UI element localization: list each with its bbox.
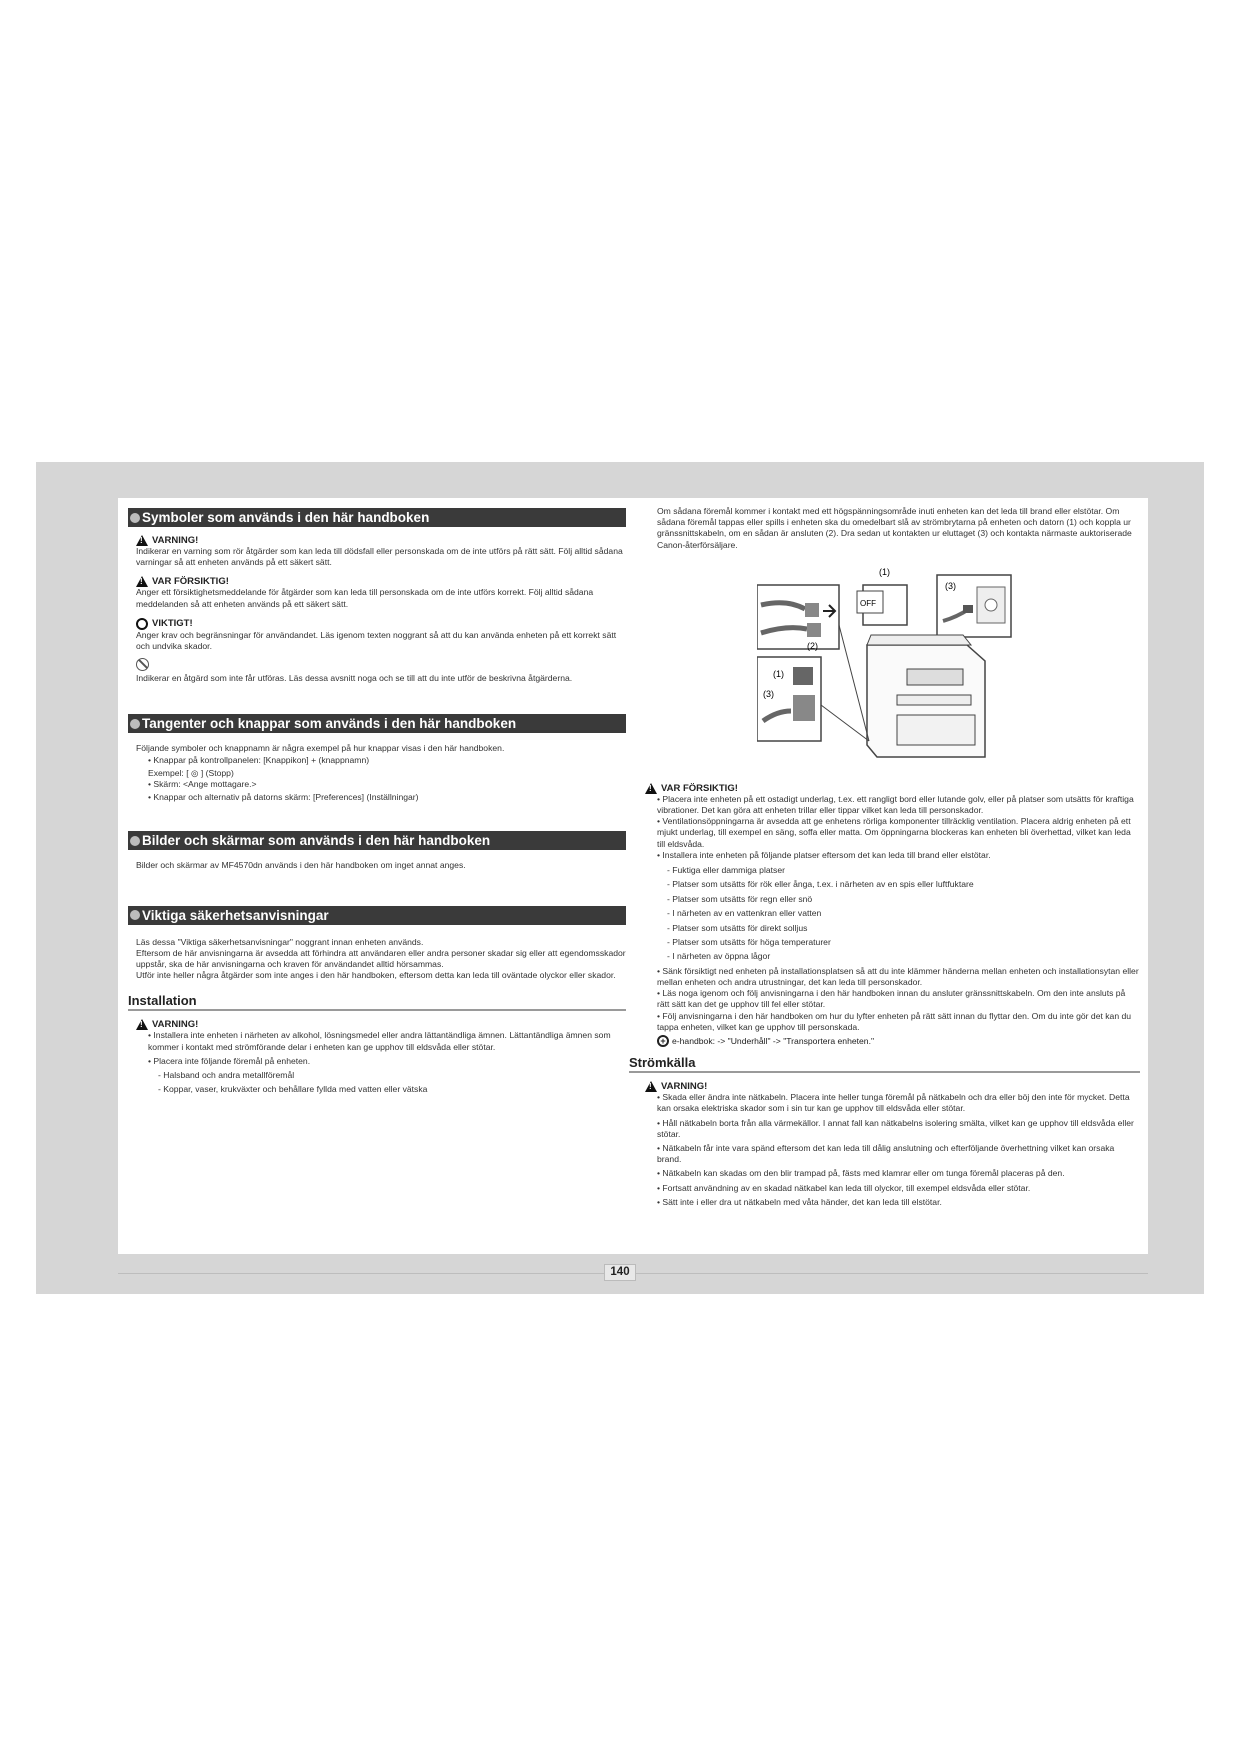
power-heading: Strömkälla: [629, 1055, 1140, 1073]
label-2: (2): [807, 640, 818, 651]
right-intro: Om sådana föremål kommer i kontakt med ett högspänningsområde inuti enheten kan det leda till brand eller elstötar. Om sådana föremål tappas eller spills i enheten ska du omedelbart slå av strömbrytarna på enheten och datorn (1) och koppla ur gränssnittskabeln, om en sådan är ansluten (2). Dra sedan ut kontakten ur eluttaget (3) och kontakta närmaste auktoriserade Canon-återförsäljare.: [657, 506, 1132, 550]
off-label: OFF: [860, 598, 876, 608]
installation-subitem: - Koppar, vaser, krukväxter och behållare fyllda med vatten eller vätska: [158, 1084, 428, 1095]
warning-label: VARNING!: [152, 1019, 199, 1031]
ehandbok-link[interactable]: e-handbok: -> "Underhåll" -> "Transportera enheten.": [672, 1036, 875, 1047]
label-3: (3): [945, 580, 956, 591]
place-item: - Platser som utsätts för rök eller ånga, t.ex. i närheten av en spis eller luftfuktare: [667, 879, 974, 890]
caution-item: • Sänk försiktigt ned enheten på installationsplatsen så att du inte klämmer händerna mellan enheten och installationsytan eller mellan enheten och andra utrustningar, det kan leda till personskador.: [657, 965, 1139, 988]
installation-item: • Installera inte enheten i närheten av alkohol, lösningsmedel eller andra lättantändliga ämnen. Lättantändliga ämnen som kommer i kontakt med strömförande delar i enheten kan ge upphov till eldsvåda eller stötar.: [148, 1030, 611, 1052]
label-1: (1): [879, 566, 890, 577]
printer-figure: [757, 565, 1027, 765]
section-title: Symboler som används i den här handboken: [142, 510, 430, 525]
place-item: - Platser som utsätts för direkt solljus: [667, 922, 808, 933]
socket-icon: [985, 599, 997, 611]
output-tray-icon: [897, 695, 971, 705]
place-item: - Fuktiga eller dammiga platser: [667, 865, 785, 876]
power-item: • Håll nätkabeln borta från alla värmekällor. I annat fall kan nätkabelns isolering smälta, vilket kan ge upphov till eldsvåda eller stötar.: [657, 1117, 1134, 1139]
keys-example: Exempel: [ ◎ ] (Stopp): [148, 767, 234, 778]
caution-label: VAR FÖRSIKTIG!: [661, 782, 738, 794]
section-safety-header: [128, 906, 626, 925]
callout-line: [821, 705, 869, 741]
installation-warning-heading: [136, 1019, 626, 1030]
warning-label: VARNING!: [661, 1081, 708, 1093]
caution-item: • Följ anvisningarna i den här handboken om hur du lyfter enheten på rätt sätt innan du flyttar den. Om du inte gör det kan du tappa enheten, vilket kan ge upphov till personskada.: [657, 1010, 1132, 1032]
power-plug-icon: [963, 605, 973, 613]
keys-item: • Knappar på kontrollpanelen: [Knappikon] + (knappnamn): [148, 754, 370, 765]
keys-intro: Följande symboler och knappnamn är några exempel på hur knappar visas i den här handboken.: [136, 743, 505, 754]
caution-item: • Läs noga igenom och följ anvisningarna i den här handboken innan du ansluter gränssnittskabeln. Om den inte ansluts på rätt sätt kan det ge upphov till fel eller stötar.: [657, 988, 1126, 1010]
safety-para: Utför inte heller några åtgärder som inte anges i den här handboken, eftersom detta kan leda till oväntade olyckor eller skador.: [136, 970, 616, 981]
bullet-icon: [130, 513, 140, 523]
warning-triangle-icon: [136, 535, 148, 546]
ehandbok-reference: [645, 1035, 1140, 1047]
caution-heading: [136, 576, 626, 587]
keys-item: • Skärm: <Ange mottagare.>: [148, 779, 257, 790]
installation-heading: Installation: [128, 993, 626, 1011]
prohibited-icon: [136, 658, 149, 671]
warning-label: VARNING!: [152, 535, 199, 546]
manual-page: [118, 498, 1148, 1254]
safety-para: Eftersom de här anvisningarna är avsedda att förhindra att användaren eller andra personer skadar sig eller att egendomsskador uppstår, ska de här anvisningarna och kraven för användandet alltid hörsammas.: [136, 947, 626, 970]
caution-item: • Installera inte enheten på följande platser eftersom det kan leda till brand eller elstötar.: [657, 849, 991, 860]
places-list: [645, 863, 1140, 964]
installation-item: • Placera inte följande föremål på enheten.: [148, 1055, 311, 1066]
power-item: • Fortsatt användning av en skadad nätkabel kan leda till olyckor, till exempel eldsvåda eller stötar.: [657, 1182, 1031, 1193]
power-switch-icon: [793, 667, 813, 685]
place-item: - I närheten av en vattenkran eller vatten: [667, 908, 822, 919]
section-title: Tangenter och knappar som används i den här handboken: [142, 716, 517, 732]
power-item: • Nätkabeln kan skadas om den blir trampad på, fästs med klamrar eller om tunga föremål placeras på den.: [657, 1168, 1065, 1179]
safety-para: Läs dessa "Viktiga säkerhetsanvisningar" noggrant innan enheten används.: [136, 936, 424, 947]
left-column: [128, 508, 626, 1095]
place-item: - Platser som utsätts för höga temperaturer: [667, 937, 831, 948]
caution-label: VAR FÖRSIKTIG!: [152, 576, 229, 588]
caution-triangle-icon: [645, 783, 657, 794]
installation-subitem: - Halsband och andra metallföremål: [158, 1070, 295, 1081]
warning-heading: [136, 535, 626, 546]
important-ring-icon: [136, 618, 148, 630]
inlet-icon: [793, 695, 815, 721]
disconnect-illustration: [757, 565, 1027, 765]
caution-heading: [645, 783, 1140, 794]
right-column: [629, 506, 1140, 1208]
plug-icon: [807, 623, 821, 637]
section-title: Bilder och skärmar som används i den här handboken: [142, 833, 491, 849]
place-item: - I närheten av öppna lågor: [667, 951, 771, 962]
ehandbok-plus-icon: +: [657, 1035, 669, 1047]
section-title: Viktiga säkerhetsanvisningar: [142, 907, 329, 923]
images-text: Bilder och skärmar av MF4570dn används i den här handboken om inget annat anges.: [136, 860, 466, 871]
bullet-icon: [130, 719, 140, 729]
bullet-icon: [130, 836, 140, 846]
label-3: (3): [763, 688, 774, 699]
cable-panel: [757, 585, 839, 649]
plug-icon: [805, 603, 819, 617]
important-label: VIKTIGT!: [152, 618, 193, 630]
place-item: - Platser som utsätts för regn eller snö: [667, 893, 813, 904]
warning-triangle-icon: [136, 1019, 148, 1030]
label-1: (1): [773, 668, 784, 679]
section-keys-header: [128, 714, 626, 733]
caution-triangle-icon: [136, 576, 148, 587]
callout-line: [839, 625, 869, 741]
caution-text: Anger ett försiktighetsmeddelande för åtgärder som kan leda till personskada om de inte utförs korrekt. Följ alltid sådana meddelanden så att enheten används på ett säkert sätt.: [136, 587, 594, 609]
paper-cassette-icon: [897, 715, 975, 745]
scanner-lid-icon: [867, 635, 971, 645]
bullet-icon: [130, 910, 140, 920]
control-panel-icon: [907, 669, 963, 685]
section-symbols-header: [128, 508, 626, 527]
warning-text: Indikerar en varning som rör åtgärder som kan leda till dödsfall eller personskada om de inte utförs på rätt sätt. Följ alltid sådana varningar så att enheten används på ett säkert sätt.: [136, 546, 623, 568]
page-number: 140: [604, 1264, 636, 1281]
power-item: • Nätkabeln får inte vara spänd eftersom det kan leda till dålig anslutning och efterföljande överhettning vilket kan orsaka brand.: [657, 1142, 1115, 1165]
caution-item: • Placera inte enheten på ett ostadigt underlag, t.ex. ett rangligt bord eller lutande golv, eller på platser som utsätts för kraftiga vibrationer. Det kan göra att enheten trillar eller tippar vilket kan leda till personskador.: [657, 793, 1134, 816]
section-images-header: [128, 831, 626, 850]
power-warning-heading: [645, 1081, 1140, 1092]
caution-item: • Ventilationsöppningarna är avsedda att ge enhetens rörliga komponenter tillräcklig ventilation. Placera aldrig enheten på ett mjukt underlag, till exempel en säng, soffa eller matta. Om öppningarna blockeras kan enheten bli överhettad, vilket kan leda till eldsvåda.: [657, 816, 1131, 849]
important-heading: [136, 618, 626, 630]
prohibited-text: Indikerar en åtgärd som inte får utföras. Läs dessa avsnitt noga och se till att du inte utför de beskrivna åtgärderna.: [136, 673, 573, 684]
power-item: • Skada eller ändra inte nätkabeln. Placera inte heller tunga föremål på nätkabeln och dra eller böj den inte för mycket. Detta kan orsaka elektriska skador som i sin tur kan ge upphov till eldsvåda eller stötar.: [657, 1092, 1130, 1114]
important-text: Anger krav och begränsningar för användandet. Läs igenom texten noggrant så att du kan använda enheten på ett korrekt sätt och undvika skador.: [136, 629, 617, 652]
keys-item: • Knappar och alternativ på datorns skärm: [Preferences] (Inställningar): [148, 792, 419, 803]
warning-triangle-icon: [645, 1081, 657, 1092]
power-item: • Sätt inte i eller dra ut nätkabeln med våta händer, det kan leda till elstötar.: [657, 1196, 942, 1207]
